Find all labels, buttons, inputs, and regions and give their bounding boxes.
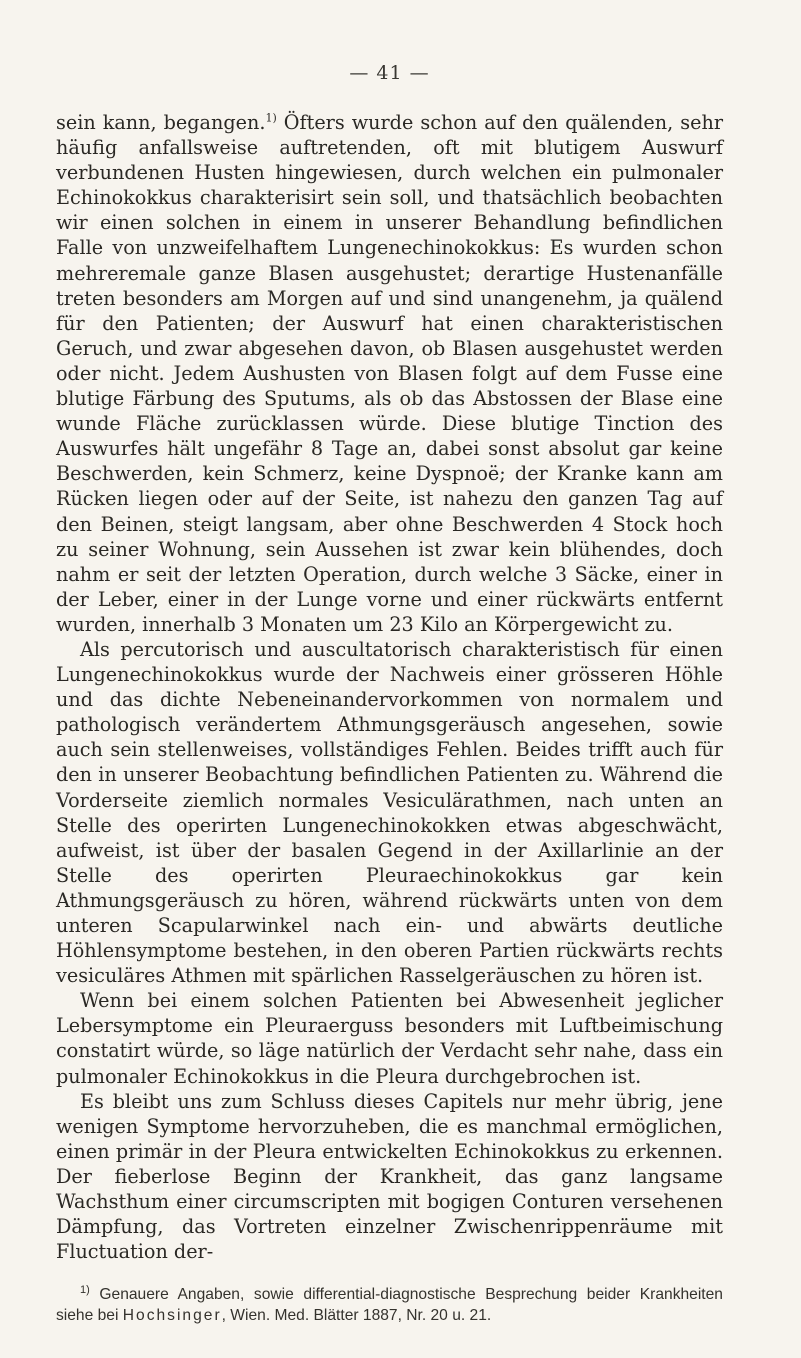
text-run: , Wien. Med. Blätter 1887, Nr. 20 u. 21. (221, 1307, 492, 1325)
body-text (56, 110, 723, 1264)
author-name: Hochsinger (122, 1307, 222, 1325)
footnotes (56, 1284, 723, 1326)
paragraph (56, 110, 723, 637)
text-run: Es bleibt uns zum Schluss dieses Capitels nur mehr übrig, jene wenigen Symptome hervorzuheben, die es manchmal ermöglichen, einen primär in der Pleura entwickelten Echinokokkus zu erkennen. Der fieberlose Beginn der Krankheit, das ganz langsame Wachsthum einer circumscripten mit bogigen Conturen versehenen Dämpfung, das Vortreten einzelner Zwischenrippenräume mit Fluctuation der- (56, 1089, 723, 1264)
paragraph (56, 1089, 723, 1265)
text-run: Wenn bei einem solchen Patienten bei Abwesenheit jeglicher Lebersymptome ein Pleuraerguss besonders mit Luftbeimischung constatirt würde, so läge natürlich der Verdacht sehr nahe, dass ein pulmonaler Echinokokkus in die Pleura durchgebrochen ist. (56, 989, 723, 1088)
footnote-marker: 1) (265, 111, 277, 125)
text-run: Genauere Angaben, sowie differential-diagnostische Besprechung beider Krankheiten siehe bei (56, 1286, 723, 1325)
footnote (56, 1284, 723, 1326)
footnote-marker: 1) (80, 1284, 90, 1297)
text-run: Als percutorisch und auscultatorisch charakteristisch für einen Lungenechinokokkus wurde der Nachweis einer grösseren Höhle und das dichte Nebeneinandervorkommen von normalem und pathologisch verändertem Athmungsgeräusch angesehen, sowie auch sein stellenweises, vollständiges Fehlen. Beides trifft auch für den in unserer Beobachtung befindlichen Patienten zu. Während die Vorderseite ziemlich normales Vesiculärathmen, nach unten an Stelle des operirten Lungenechinokokken etwas abgeschwächt, aufweist, ist über der basalen Gegend in der Axillarlinie an der Stelle des operirten Pleuraechinokokkus gar kein Athmungsgeräusch zu hören, während rückwärts unten von dem unteren Scapularwinkel nach ein- und abwärts deutliche Höhlensymptome bestehen, in den oberen Partien rückwärts rechts vesiculäres Athmen mit spärlichen Rasselgeräuschen zu hören ist. (56, 637, 723, 988)
paragraph (56, 637, 723, 988)
page-number: — 41 — (349, 62, 430, 84)
text-run: Öfters wurde schon auf den quälenden, sehr häufig anfallsweise auftretenden, oft mit blutigem Auswurf verbundenen Husten hingewiesen, durch welchen ein pulmonaler Echinokokkus charakterisirt sein soll, und thatsächlich beobachten wir einen solchen in einem in unserer Behandlung befindlichen Falle von unzweifelhaftem Lungenechinokokkus: Es wurden schon mehreremale ganze Blasen ausgehustet; derartige Hustenanfälle treten besonders am Morgen auf und sind unangenehm, ja quälend für den Patienten; der Auswurf hat einen charakteristischen Geruch, und zwar abgesehen davon, ob Blasen ausgehustet werden oder nicht. Jedem Aushusten von Blasen folgt auf dem Fusse eine blutige Färbung des Sputums, als ob das Abstossen der Blase eine wunde Fläche zurücklassen würde. Diese blutige Tinction des Auswurfes hält ungefähr 8 Tage an, dabei sonst absolut gar keine Beschwerden, kein Schmerz, keine Dyspnoë; der Kranke kann am Rücken liegen oder auf der Seite, ist nahezu den ganzen Tag auf den Beinen, steigt langsam, aber ohne Beschwerden 4 Stock hoch zu seiner Wohnung, sein Aussehen ist zwar kein blühendes, doch nahm er seit der letzten Operation, durch welche 3 Säcke, einer in der Leber, einer in der Lunge vorne und einer rückwärts entfernt wurden, innerhalb 3 Monaten um 23 Kilo an Körpergewicht zu. (56, 111, 723, 636)
text-run: sein kann, begangen. (56, 111, 266, 134)
paragraph (56, 988, 723, 1088)
